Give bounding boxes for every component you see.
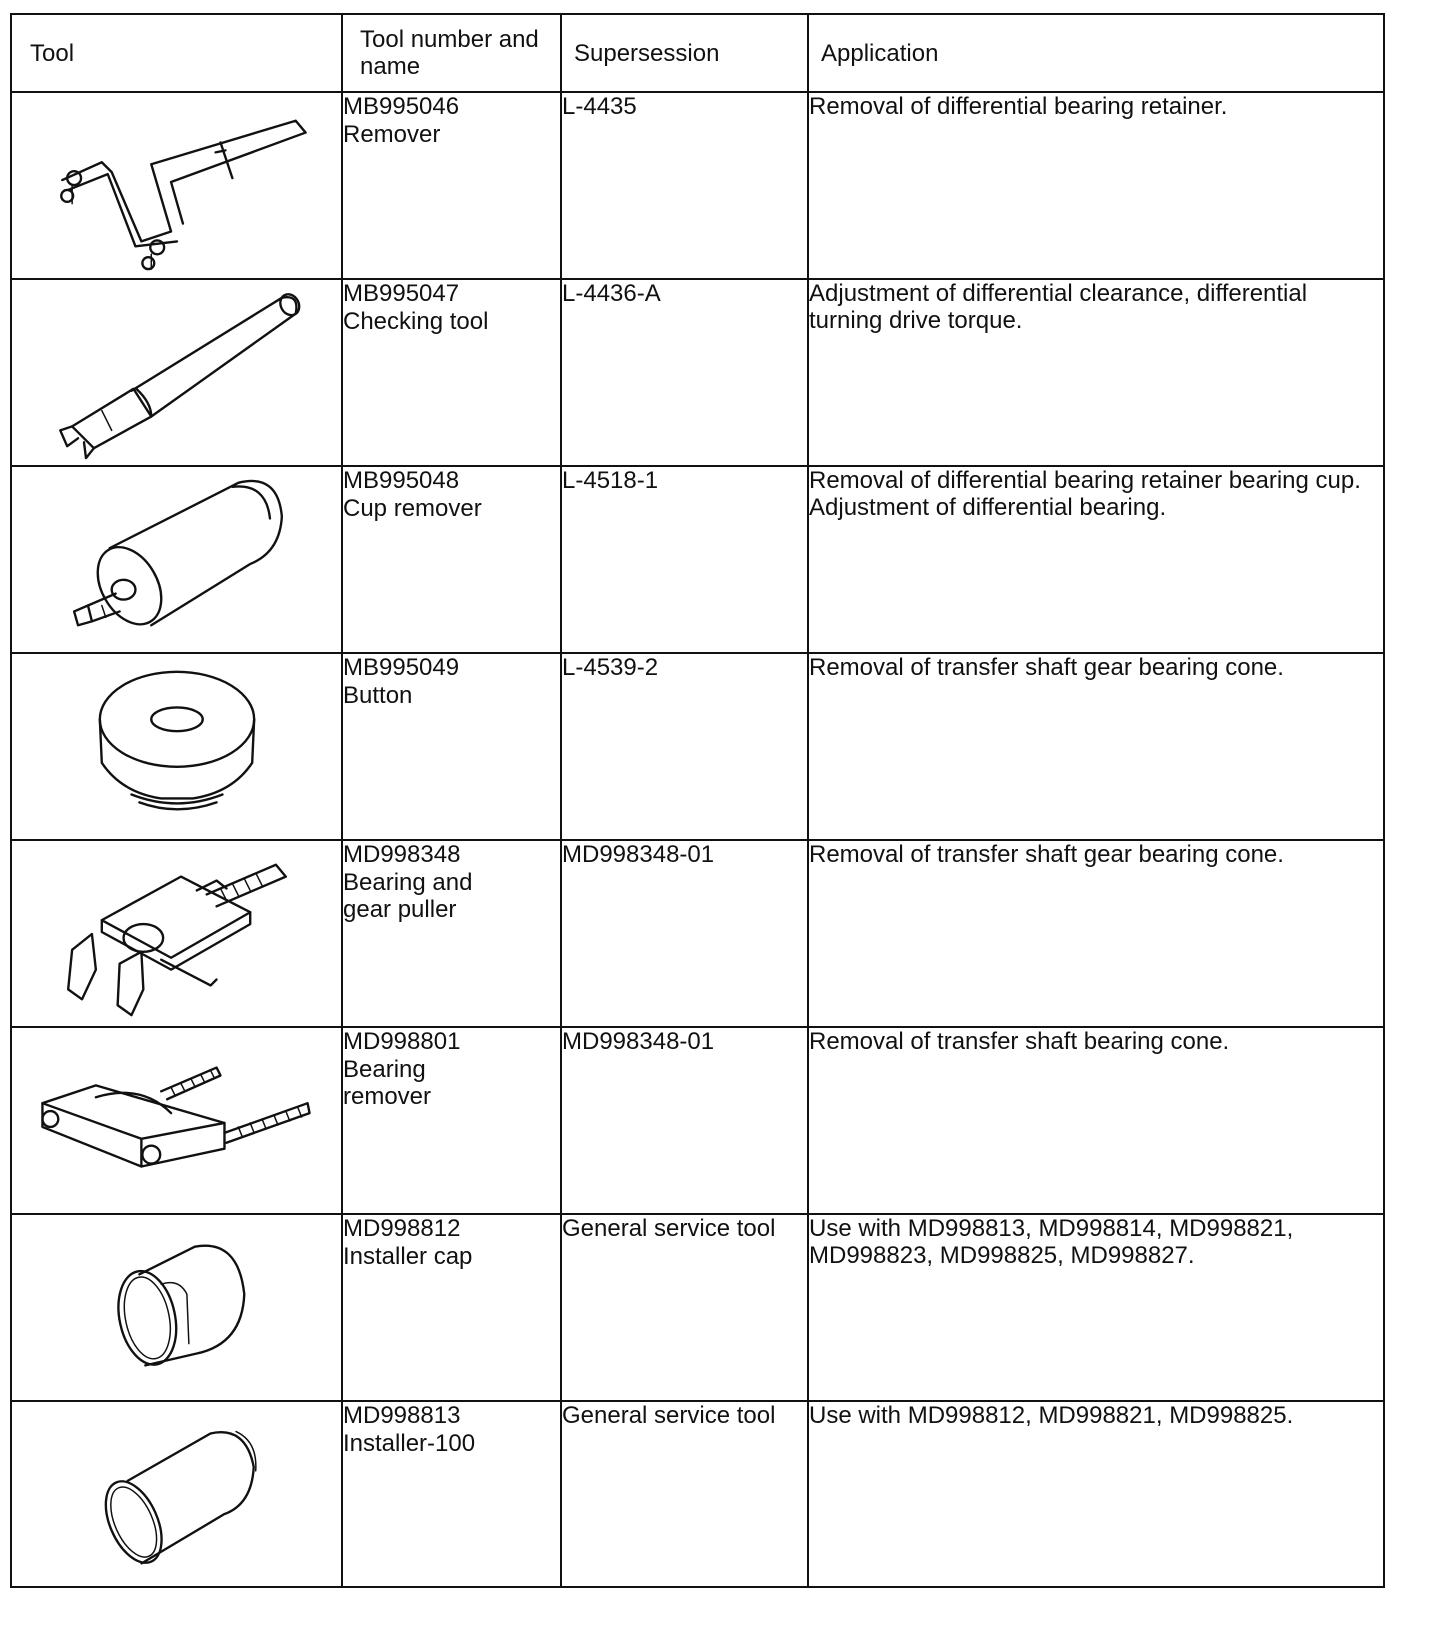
tool-number: MD998813 xyxy=(343,1402,461,1429)
tool-number-cell xyxy=(342,279,561,466)
tool-name: Installer-100 xyxy=(343,1430,476,1457)
application-cell: Removal of transfer shaft gear bearing cone. xyxy=(808,653,1384,840)
tool-name: Bearing and gear puller xyxy=(343,869,473,923)
application-cell: Use with MD998812, MD998821, MD998825. xyxy=(808,1401,1384,1587)
tool-name: Button xyxy=(343,682,413,709)
tool-name: Checking tool xyxy=(343,308,489,335)
installer-sleeve-icon xyxy=(12,1402,341,1586)
tool-illustration-cell xyxy=(11,1027,342,1214)
cup-remover-icon xyxy=(12,467,341,652)
tool-number: MB995049 xyxy=(343,654,460,681)
supersession-cell: General service tool xyxy=(561,1401,808,1587)
supersession-cell: MD998348-01 xyxy=(561,1027,808,1214)
tool-number: MB995048 xyxy=(343,467,460,494)
tool-number-cell xyxy=(342,1214,561,1401)
application-cell: Adjustment of differential clearance, differential turning drive torque. xyxy=(808,279,1384,466)
tool-illustration-cell xyxy=(11,466,342,653)
table-row xyxy=(11,1027,1384,1214)
checking-tool-icon xyxy=(12,280,341,465)
application-cell: Removal of differential bearing retainer. xyxy=(808,92,1384,279)
table-row xyxy=(11,466,1384,653)
supersession-cell: L-4518-1 xyxy=(561,466,808,653)
supersession-cell: General service tool xyxy=(561,1214,808,1401)
button-disc-icon xyxy=(12,654,341,839)
tool-name: Installer cap xyxy=(343,1243,473,1270)
application-cell: Removal of transfer shaft gear bearing cone. xyxy=(808,840,1384,1027)
header-supersession: Supersession xyxy=(561,14,808,92)
tool-illustration-cell xyxy=(11,653,342,840)
tool-illustration-cell xyxy=(11,1214,342,1401)
tool-number-cell xyxy=(342,840,561,1027)
tool-name: Bearing remover xyxy=(343,1056,432,1110)
tool-number: MD998801 xyxy=(343,1028,461,1055)
tool-number-cell xyxy=(342,92,561,279)
table-row xyxy=(11,92,1384,279)
application-cell: Removal of transfer shaft bearing cone. xyxy=(808,1027,1384,1214)
tool-number-cell xyxy=(342,1027,561,1214)
header-tool-number-and-name: Tool number and name xyxy=(342,14,561,92)
special-tools-table xyxy=(10,13,1385,1588)
tool-number: MD998812 xyxy=(343,1215,461,1242)
application-cell: Removal of differential bearing retainer bearing cup. Adjustment of differential bearing. xyxy=(808,466,1384,653)
tool-illustration-cell xyxy=(11,92,342,279)
header-application: Application xyxy=(808,14,1384,92)
bearing-remover-icon xyxy=(12,1028,341,1213)
supersession-cell: L-4436-A xyxy=(561,279,808,466)
tool-illustration-cell xyxy=(11,279,342,466)
application-cell: Use with MD998813, MD998814, MD998821, MD998823, MD998825, MD998827. xyxy=(808,1214,1384,1401)
tool-illustration-cell xyxy=(11,1401,342,1587)
tool-number-cell xyxy=(342,466,561,653)
spanner-wrench-icon xyxy=(12,93,341,278)
gear-puller-icon xyxy=(12,841,341,1026)
tool-number: MB995047 xyxy=(343,280,460,307)
tool-number-cell xyxy=(342,1401,561,1587)
tool-name: Cup remover xyxy=(343,495,482,522)
table-row xyxy=(11,653,1384,840)
tool-number: MB995046 xyxy=(343,93,460,120)
tool-number-cell xyxy=(342,653,561,840)
table-header-row xyxy=(11,14,1384,92)
supersession-cell: MD998348-01 xyxy=(561,840,808,1027)
table-row xyxy=(11,1214,1384,1401)
header-tool: Tool xyxy=(11,14,342,92)
table-row xyxy=(11,840,1384,1027)
table-row xyxy=(11,279,1384,466)
tool-name: Remover xyxy=(343,121,441,148)
supersession-cell: L-4539-2 xyxy=(561,653,808,840)
installer-cap-icon xyxy=(12,1215,341,1400)
supersession-cell: L-4435 xyxy=(561,92,808,279)
tool-illustration-cell xyxy=(11,840,342,1027)
tool-number: MD998348 xyxy=(343,841,461,868)
table-row xyxy=(11,1401,1384,1587)
